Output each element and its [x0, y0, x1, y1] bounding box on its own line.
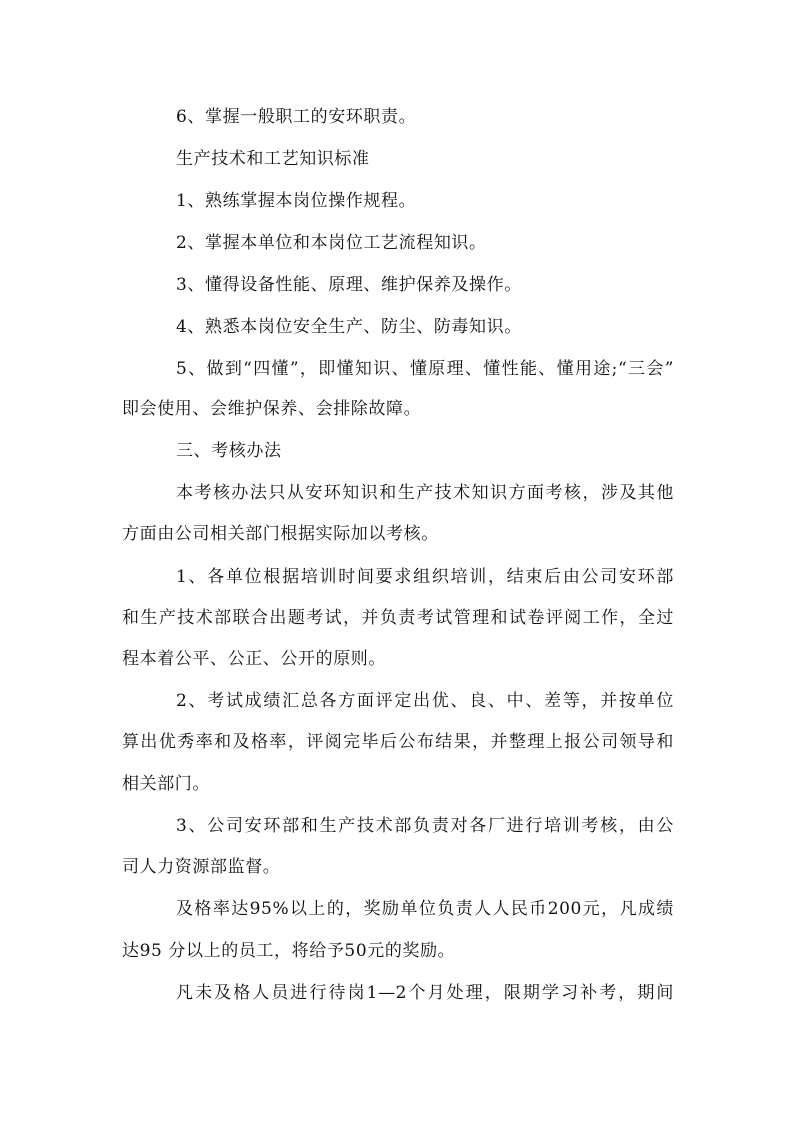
doc-line-18: 3、公司安环部和生产技术部负责对各厂进行培训考核，由公 — [176, 816, 674, 836]
doc-line-17: 相关部门。 — [122, 774, 210, 794]
doc-line-21: 达95 分以上的员工，将给予50元的奖励。 — [122, 941, 456, 961]
doc-line-7: 5、做到“四懂”，即懂知识、懂原理、懂性能、懂用途;“三会” — [176, 359, 674, 379]
doc-line-3: 1、熟练掌握本岗位操作规程。 — [176, 191, 417, 211]
doc-line-1: 6、掌握一般职工的安环职责。 — [176, 107, 417, 127]
doc-line-5: 3、懂得设备性能、原理、维护保养及操作。 — [176, 275, 522, 295]
doc-line-4: 2、掌握本单位和本岗位工艺流程知识。 — [176, 233, 487, 253]
doc-line-16: 算出优秀率和及格率，评阅完毕后公布结果，并整理上报公司领导和 — [122, 732, 674, 752]
doc-line-20: 及格率达95%以上的，奖励单位负责人人民币200元，凡成绩 — [176, 899, 674, 919]
doc-line-14: 程本着公平、公正、公开的原则。 — [122, 649, 386, 669]
doc-line-22: 凡未及格人员进行待岗1—2个月处理，限期学习补考，期间 — [176, 983, 674, 1003]
doc-line-13: 和生产技术部联合出题考试，并负责考试管理和试卷评阅工作，全过 — [122, 608, 674, 628]
doc-line-19: 司人力资源部监督。 — [122, 857, 281, 877]
doc-line-15: 2、考试成绩汇总各方面评定出优、良、中、差等，并按单位 — [176, 691, 674, 711]
doc-line-11: 方面由公司相关部门根据实际加以考核。 — [122, 524, 439, 544]
doc-line-8: 即会使用、会维护保养、会排除故障。 — [122, 399, 422, 419]
doc-line-10: 本考核办法只从安环知识和生产技术知识方面考核，涉及其他 — [176, 483, 674, 503]
doc-line-9: 三、考核办法 — [176, 441, 282, 461]
doc-line-2: 生产技术和工艺知识标准 — [176, 149, 370, 169]
doc-line-12: 1、各单位根据培训时间要求组织培训，结束后由公司安环部 — [176, 567, 674, 587]
doc-line-6: 4、熟悉本岗位安全生产、防尘、防毒知识。 — [176, 317, 522, 337]
